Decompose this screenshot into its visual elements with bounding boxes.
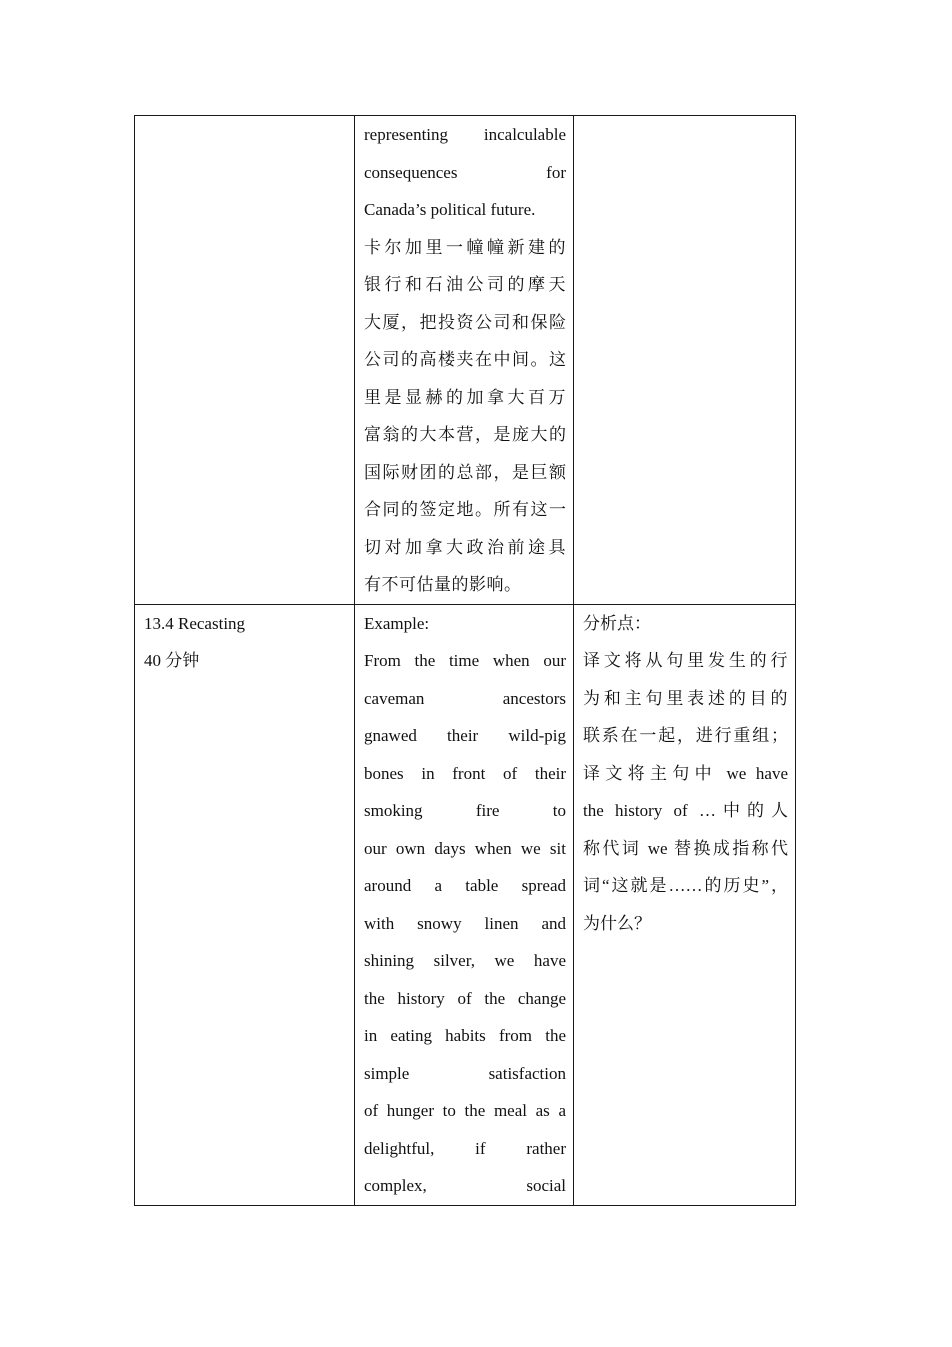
analysis-cell xyxy=(574,116,796,605)
table-row xyxy=(135,604,796,1205)
example-line: Canada’s political future. xyxy=(364,200,536,219)
example-line: with snowy linen and xyxy=(364,913,566,933)
section-cell xyxy=(135,604,355,1205)
example-line: smoking fire to xyxy=(364,801,566,820)
example-line: caveman ancestors xyxy=(364,688,566,708)
example-line: consequences for xyxy=(364,162,566,182)
example-line: around a table spread xyxy=(364,876,566,895)
analysis-heading: 分析点： xyxy=(583,613,651,633)
example-cell xyxy=(355,116,574,605)
analysis-line: 为什么？ xyxy=(583,913,651,933)
translation-line: 卡尔加里一幢幢新建的 xyxy=(364,237,566,257)
translation-line: 富翁的大本营，是庞大的 xyxy=(364,425,566,444)
analysis-cell xyxy=(574,604,796,1205)
analysis-line: 称代词 we 替换成指称代 xyxy=(583,838,788,858)
lesson-table xyxy=(134,115,796,1206)
example-line: delightful, if rather xyxy=(364,1138,566,1158)
analysis-line: 词“这就是……的历史”， xyxy=(583,876,788,895)
translation-line: 银行和石油公司的摩天 xyxy=(364,275,566,294)
translation-line: 有不可估量的影响。 xyxy=(364,575,522,594)
example-line: complex, social xyxy=(364,1176,566,1195)
table-row xyxy=(135,116,796,605)
example-line: From the time when our xyxy=(364,651,566,670)
analysis-line: 联系在一起，进行重组； xyxy=(583,726,788,745)
example-line: of hunger to the meal as a xyxy=(364,1101,566,1120)
analysis-line: 译文将主句中 we have xyxy=(583,763,788,783)
example-line: shining silver, we have xyxy=(364,951,566,970)
translation-line: 合同的签定地。所有这一 xyxy=(364,500,566,519)
example-label: Example: xyxy=(364,613,430,633)
section-title: 13.4 Recasting xyxy=(144,613,246,633)
example-cell xyxy=(355,604,574,1205)
example-line: our own days when we sit xyxy=(364,838,566,858)
analysis-line: the history of …中的人 xyxy=(583,801,788,820)
example-line: the history of the change xyxy=(364,988,566,1008)
translation-line: 里是显赫的加拿大百万 xyxy=(364,387,566,407)
translation-line: 公司的高楼夹在中间。这 xyxy=(364,350,566,369)
section-duration: 40 分钟 xyxy=(144,651,200,670)
translation-line: 国际财团的总部，是巨额 xyxy=(364,462,566,482)
example-line: gnawed their wild-pig xyxy=(364,726,566,745)
example-line: simple satisfaction xyxy=(364,1063,566,1083)
analysis-line: 为和主句里表述的目的 xyxy=(583,688,788,708)
translation-line: 切对加拿大政治前途具 xyxy=(364,537,566,557)
analysis-line: 译文将从句里发生的行 xyxy=(583,651,788,670)
example-line: in eating habits from the xyxy=(364,1026,566,1045)
example-line: representing incalculable xyxy=(364,125,566,144)
translation-line: 大厦，把投资公司和保险 xyxy=(364,312,566,332)
section-cell xyxy=(135,116,355,605)
example-line: bones in front of their xyxy=(364,763,566,783)
